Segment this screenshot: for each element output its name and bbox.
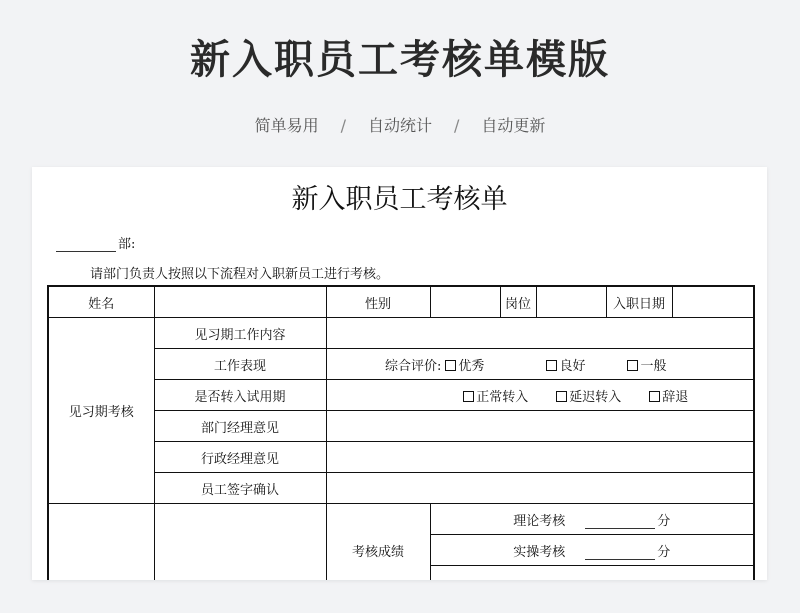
department-suffix: 部:: [118, 237, 136, 252]
dept-manager-label: 部门经理意见: [154, 411, 326, 442]
transfer-cell: [326, 380, 754, 411]
transfer-option-label: 正常转入: [476, 389, 529, 405]
gender-cell[interactable]: [430, 286, 500, 318]
theory-row: [48, 504, 754, 535]
work-content-cell[interactable]: [326, 318, 754, 349]
transfer-label: 是否转入试用期: [154, 380, 326, 411]
hire-date-cell[interactable]: [672, 286, 754, 318]
theory-label: 理论考核: [513, 513, 566, 529]
position-label: 岗位: [500, 286, 536, 318]
department-line: [56, 233, 135, 252]
checkbox-icon: [627, 360, 638, 371]
form-title: 新入职员工考核单: [291, 184, 508, 215]
feature-tags: [0, 113, 800, 136]
admin-manager-label: 行政经理意见: [154, 442, 326, 473]
practice-cell: [430, 535, 754, 566]
eval-option-excellent[interactable]: [445, 359, 484, 374]
tag-auto-update: 自动更新: [481, 116, 546, 135]
practice-label: 实操考核: [513, 544, 566, 560]
transfer-option-normal[interactable]: [463, 390, 528, 405]
instruction-text: 请部门负责人按照以下流程对入职新员工进行考核。: [90, 267, 390, 282]
checkbox-icon: [445, 360, 456, 371]
eval-option-label: 良好: [559, 358, 586, 374]
employee-sign-row: [48, 473, 754, 504]
tag-auto-stats: 自动统计: [367, 116, 432, 135]
transfer-row: [48, 380, 754, 411]
name-cell[interactable]: [154, 286, 326, 318]
practice-score-blank[interactable]: [585, 547, 655, 560]
transfer-option-label: 辞退: [662, 389, 689, 405]
header-row: [48, 286, 754, 318]
tag-separator: /: [454, 116, 460, 135]
transfer-option-delayed[interactable]: [556, 390, 621, 405]
employee-sign-label: 员工签字确认: [154, 473, 326, 504]
checkbox-icon: [546, 360, 557, 371]
admin-manager-cell[interactable]: [326, 442, 754, 473]
overall-eval-label: 综合评价:: [385, 358, 442, 374]
page-title: 新入职员工考核单模版: [190, 37, 610, 83]
extra-cell[interactable]: [430, 566, 754, 581]
tag-separator: /: [340, 116, 346, 135]
tag-easy: 简单易用: [254, 116, 319, 135]
hire-date-label: 入职日期: [606, 286, 672, 318]
theory-cell: [430, 504, 754, 535]
name-label: 姓名: [48, 286, 154, 318]
performance-cell: [326, 349, 754, 380]
assessment-content-cell[interactable]: [154, 504, 326, 581]
checkbox-icon: [649, 391, 660, 402]
practice-unit: 分: [657, 544, 671, 560]
employee-sign-cell[interactable]: [326, 473, 754, 504]
dept-manager-row: [48, 411, 754, 442]
admin-manager-row: [48, 442, 754, 473]
department-blank[interactable]: [56, 239, 116, 252]
dept-manager-cell[interactable]: [326, 411, 754, 442]
eval-option-average[interactable]: [627, 359, 666, 374]
assessment-section-cell[interactable]: [48, 504, 154, 581]
checkbox-icon: [463, 391, 474, 402]
eval-option-label: 优秀: [458, 358, 485, 374]
eval-option-label: 一般: [640, 358, 667, 374]
checkbox-icon: [556, 391, 567, 402]
form-sheet: [32, 167, 767, 580]
gender-label: 性别: [326, 286, 430, 318]
probation-label: 见习期考核: [48, 318, 154, 504]
work-content-row: [48, 318, 754, 349]
work-content-label: 见习期工作内容: [154, 318, 326, 349]
performance-row: [48, 349, 754, 380]
eval-option-good[interactable]: [546, 359, 585, 374]
performance-label: 工作表现: [154, 349, 326, 380]
transfer-option-dismiss[interactable]: [649, 390, 688, 405]
transfer-option-label: 延迟转入: [569, 389, 622, 405]
theory-unit: 分: [657, 513, 671, 529]
theory-score-blank[interactable]: [585, 516, 655, 529]
assessment-table: [47, 285, 755, 580]
position-cell[interactable]: [536, 286, 606, 318]
score-label: 考核成绩: [326, 504, 430, 581]
